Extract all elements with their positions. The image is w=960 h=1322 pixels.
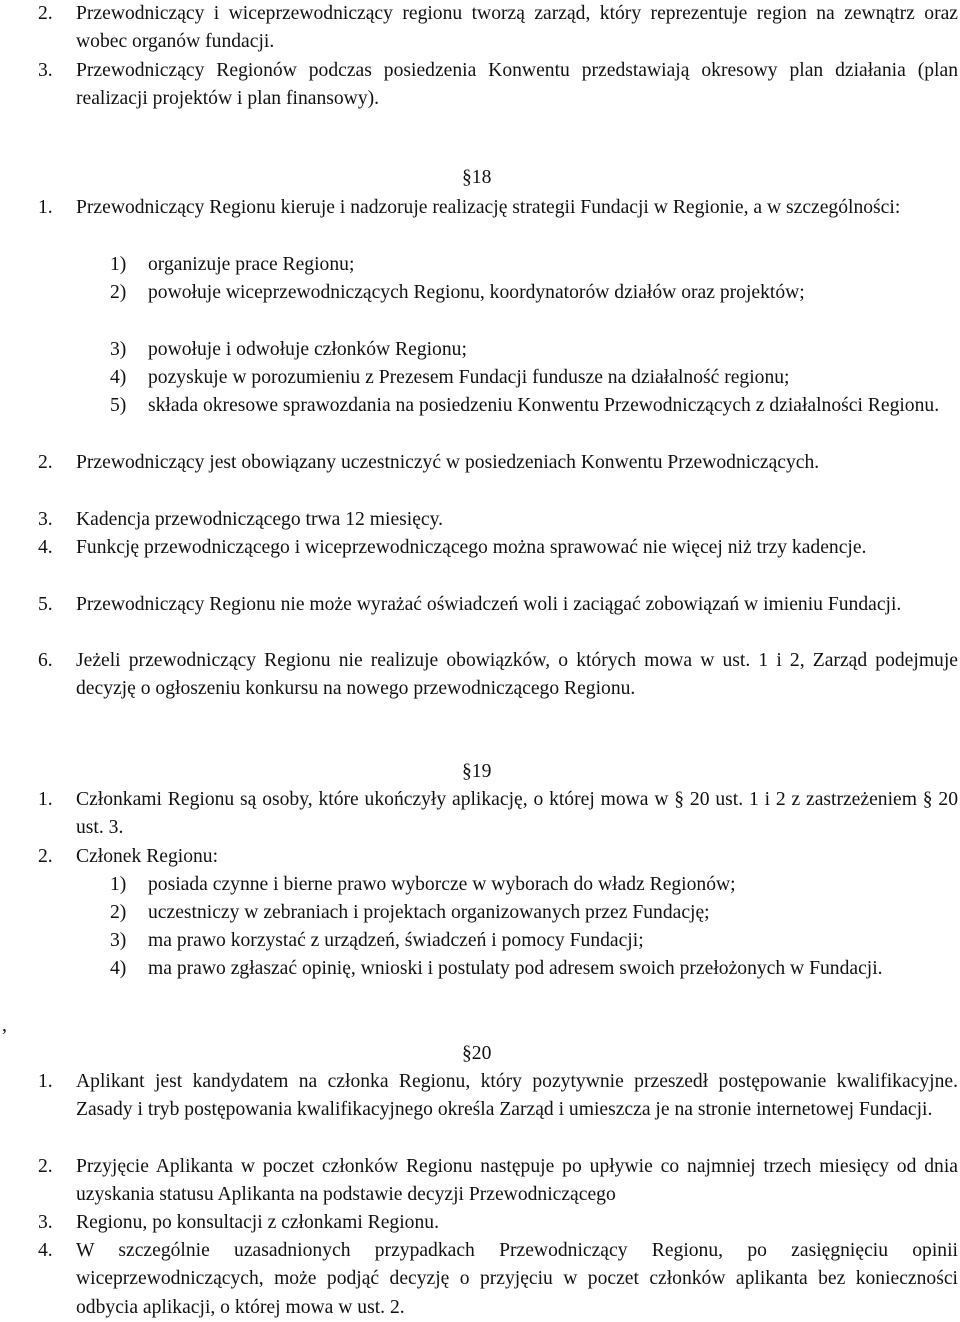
sub-item	[110, 336, 958, 364]
sub-item	[110, 899, 958, 927]
item-number: 4.	[38, 537, 53, 558]
item-number: 6.	[38, 650, 53, 671]
sub-item-number: 1)	[110, 254, 127, 275]
item-text: Aplikant jest kandydatem na członka Regionu, który pozytywnie przeszedł postępowanie kwalifikacyjne. Zasady i tryb postępowania kwalifikacyjnego określa Zarząd i umieszcza je na stronie internetowej Fundacji.	[76, 1071, 958, 1121]
sub-item-text: posiada czynne i bierne prawo wyborcze w wyborach do władz Regionów;	[148, 874, 736, 895]
sub-item-text: powołuje wiceprzewodniczących Regionu, koordynatorów działów oraz projektów;	[148, 282, 805, 303]
sub-item-text: organizuje prace Regionu;	[148, 254, 355, 275]
section-heading-19: §19	[462, 761, 492, 782]
list-item	[38, 591, 958, 619]
item-text: Członek Regionu:	[76, 846, 219, 867]
item-text: Członkami Regionu są osoby, które ukończyły aplikację, o której mowa w § 20 ust. 1 i 2 z zastrzeżeniem § 20 ust. 3.	[76, 789, 958, 839]
item-number: 2.	[38, 846, 53, 867]
sub-item	[110, 955, 958, 983]
sub-item	[110, 871, 958, 899]
sub-item-number: 3)	[110, 930, 127, 951]
item-number: 4.	[38, 1240, 53, 1261]
item-number: 3.	[38, 1212, 53, 1233]
list-item	[38, 506, 958, 534]
list-item	[38, 1068, 958, 1125]
list-item	[38, 843, 958, 871]
item-number: 2.	[38, 3, 53, 24]
item-text: Przewodniczący i wiceprzewodniczący regionu tworzą zarząd, który reprezentuje region na zewnątrz oraz wobec organów fundacji.	[76, 3, 958, 53]
item-number: 1.	[38, 197, 53, 218]
item-number: 5.	[38, 594, 53, 615]
list-item	[38, 1237, 958, 1322]
item-number: 2.	[38, 452, 53, 473]
list-item	[38, 1209, 958, 1237]
sub-item-text: składa okresowe sprawozdania na posiedzeniu Konwentu Przewodniczących z działalności Regionu.	[148, 395, 940, 416]
sub-item-number: 3)	[110, 339, 127, 360]
sub-item-number: 4)	[110, 958, 127, 979]
sub-item-text: powołuje i odwołuje członków Regionu;	[148, 339, 467, 360]
sub-item-text: uczestniczy w zebraniach i projektach organizowanych przez Fundację;	[148, 902, 710, 923]
section-heading-18: §18	[462, 167, 492, 188]
sub-item-number: 4)	[110, 367, 127, 388]
sub-item	[110, 364, 958, 392]
list-item	[38, 647, 958, 704]
list-item	[38, 194, 958, 222]
item-number: 2.	[38, 1156, 53, 1177]
item-text: Funkcję przewodniczącego i wiceprzewodniczącego można sprawować nie więcej niż trzy kadencje.	[76, 537, 867, 558]
item-text: Przewodniczący jest obowiązany uczestniczyć w posiedzeniach Konwentu Przewodniczących.	[76, 452, 820, 473]
section-heading-20: §20	[462, 1043, 492, 1064]
sub-item-text: ma prawo zgłaszać opinię, wnioski i postulaty pod adresem swoich przełożonych w Fundacji.	[148, 958, 883, 979]
item-text: W szczególnie uzasadnionych przypadkach Przewodniczący Regionu, po zasięgnięciu opinii wiceprzewodniczących, może podjąć decyzję o przyjęciu w poczet członków aplikanta bez konieczności odbycia aplikacji, o której mowa w ust. 2.	[76, 1240, 958, 1318]
item-text: Przewodniczący Regionu kieruje i nadzoruje realizację strategii Fundacji w Regionie, a w szczególności:	[76, 197, 901, 218]
item-text: Przewodniczący Regionu nie może wyrażać oświadczeń woli i zaciągać zobowiązań w imieniu Fundacji.	[76, 594, 902, 615]
sub-item-text: pozyskuje w porozumieniu z Prezesem Fundacji fundusze na działalność regionu;	[148, 367, 790, 388]
list-item	[38, 534, 958, 562]
sub-item	[110, 927, 958, 955]
sub-item-number: 2)	[110, 902, 127, 923]
sub-item	[110, 251, 958, 279]
item-text: Przyjęcie Aplikanta w poczet członków Regionu następuje po upływie co najmniej trzech miesięcy od dnia uzyskania statusu Aplikanta na podstawie decyzji Przewodniczącego	[76, 1156, 958, 1206]
item-text: Jeżeli przewodniczący Regionu nie realizuje obowiązków, o których mowa w ust. 1 i 2, Zarząd podejmuje decyzję o ogłoszeniu konkursu na nowego przewodniczącego Regionu.	[76, 650, 958, 700]
sub-item-text: ma prawo korzystać z urządzeń, świadczeń i pomocy Fundacji;	[148, 930, 644, 951]
sub-item-number: 2)	[110, 282, 127, 303]
item-text: Kadencja przewodniczącego trwa 12 miesięcy.	[76, 509, 444, 530]
list-item	[38, 449, 958, 477]
sub-item-number: 5)	[110, 395, 127, 416]
item-text: Przewodniczący Regionów podczas posiedzenia Konwentu przedstawiają okresowy plan działania (plan realizacji projektów i plan finansowy).	[76, 60, 958, 110]
item-number: 3.	[38, 509, 53, 530]
list-item	[38, 786, 958, 843]
item-number: 1.	[38, 789, 53, 810]
list-item	[38, 1153, 958, 1210]
item-number: 3.	[38, 60, 53, 81]
item-number: 1.	[38, 1071, 53, 1092]
sub-item	[110, 392, 958, 420]
list-item	[38, 57, 958, 114]
sub-item	[110, 279, 958, 307]
list-item	[38, 0, 958, 57]
sub-item-number: 1)	[110, 874, 127, 895]
item-text: Regionu, po konsultacji z członkami Regionu.	[76, 1212, 439, 1233]
stray-comma: ,	[2, 1015, 7, 1036]
